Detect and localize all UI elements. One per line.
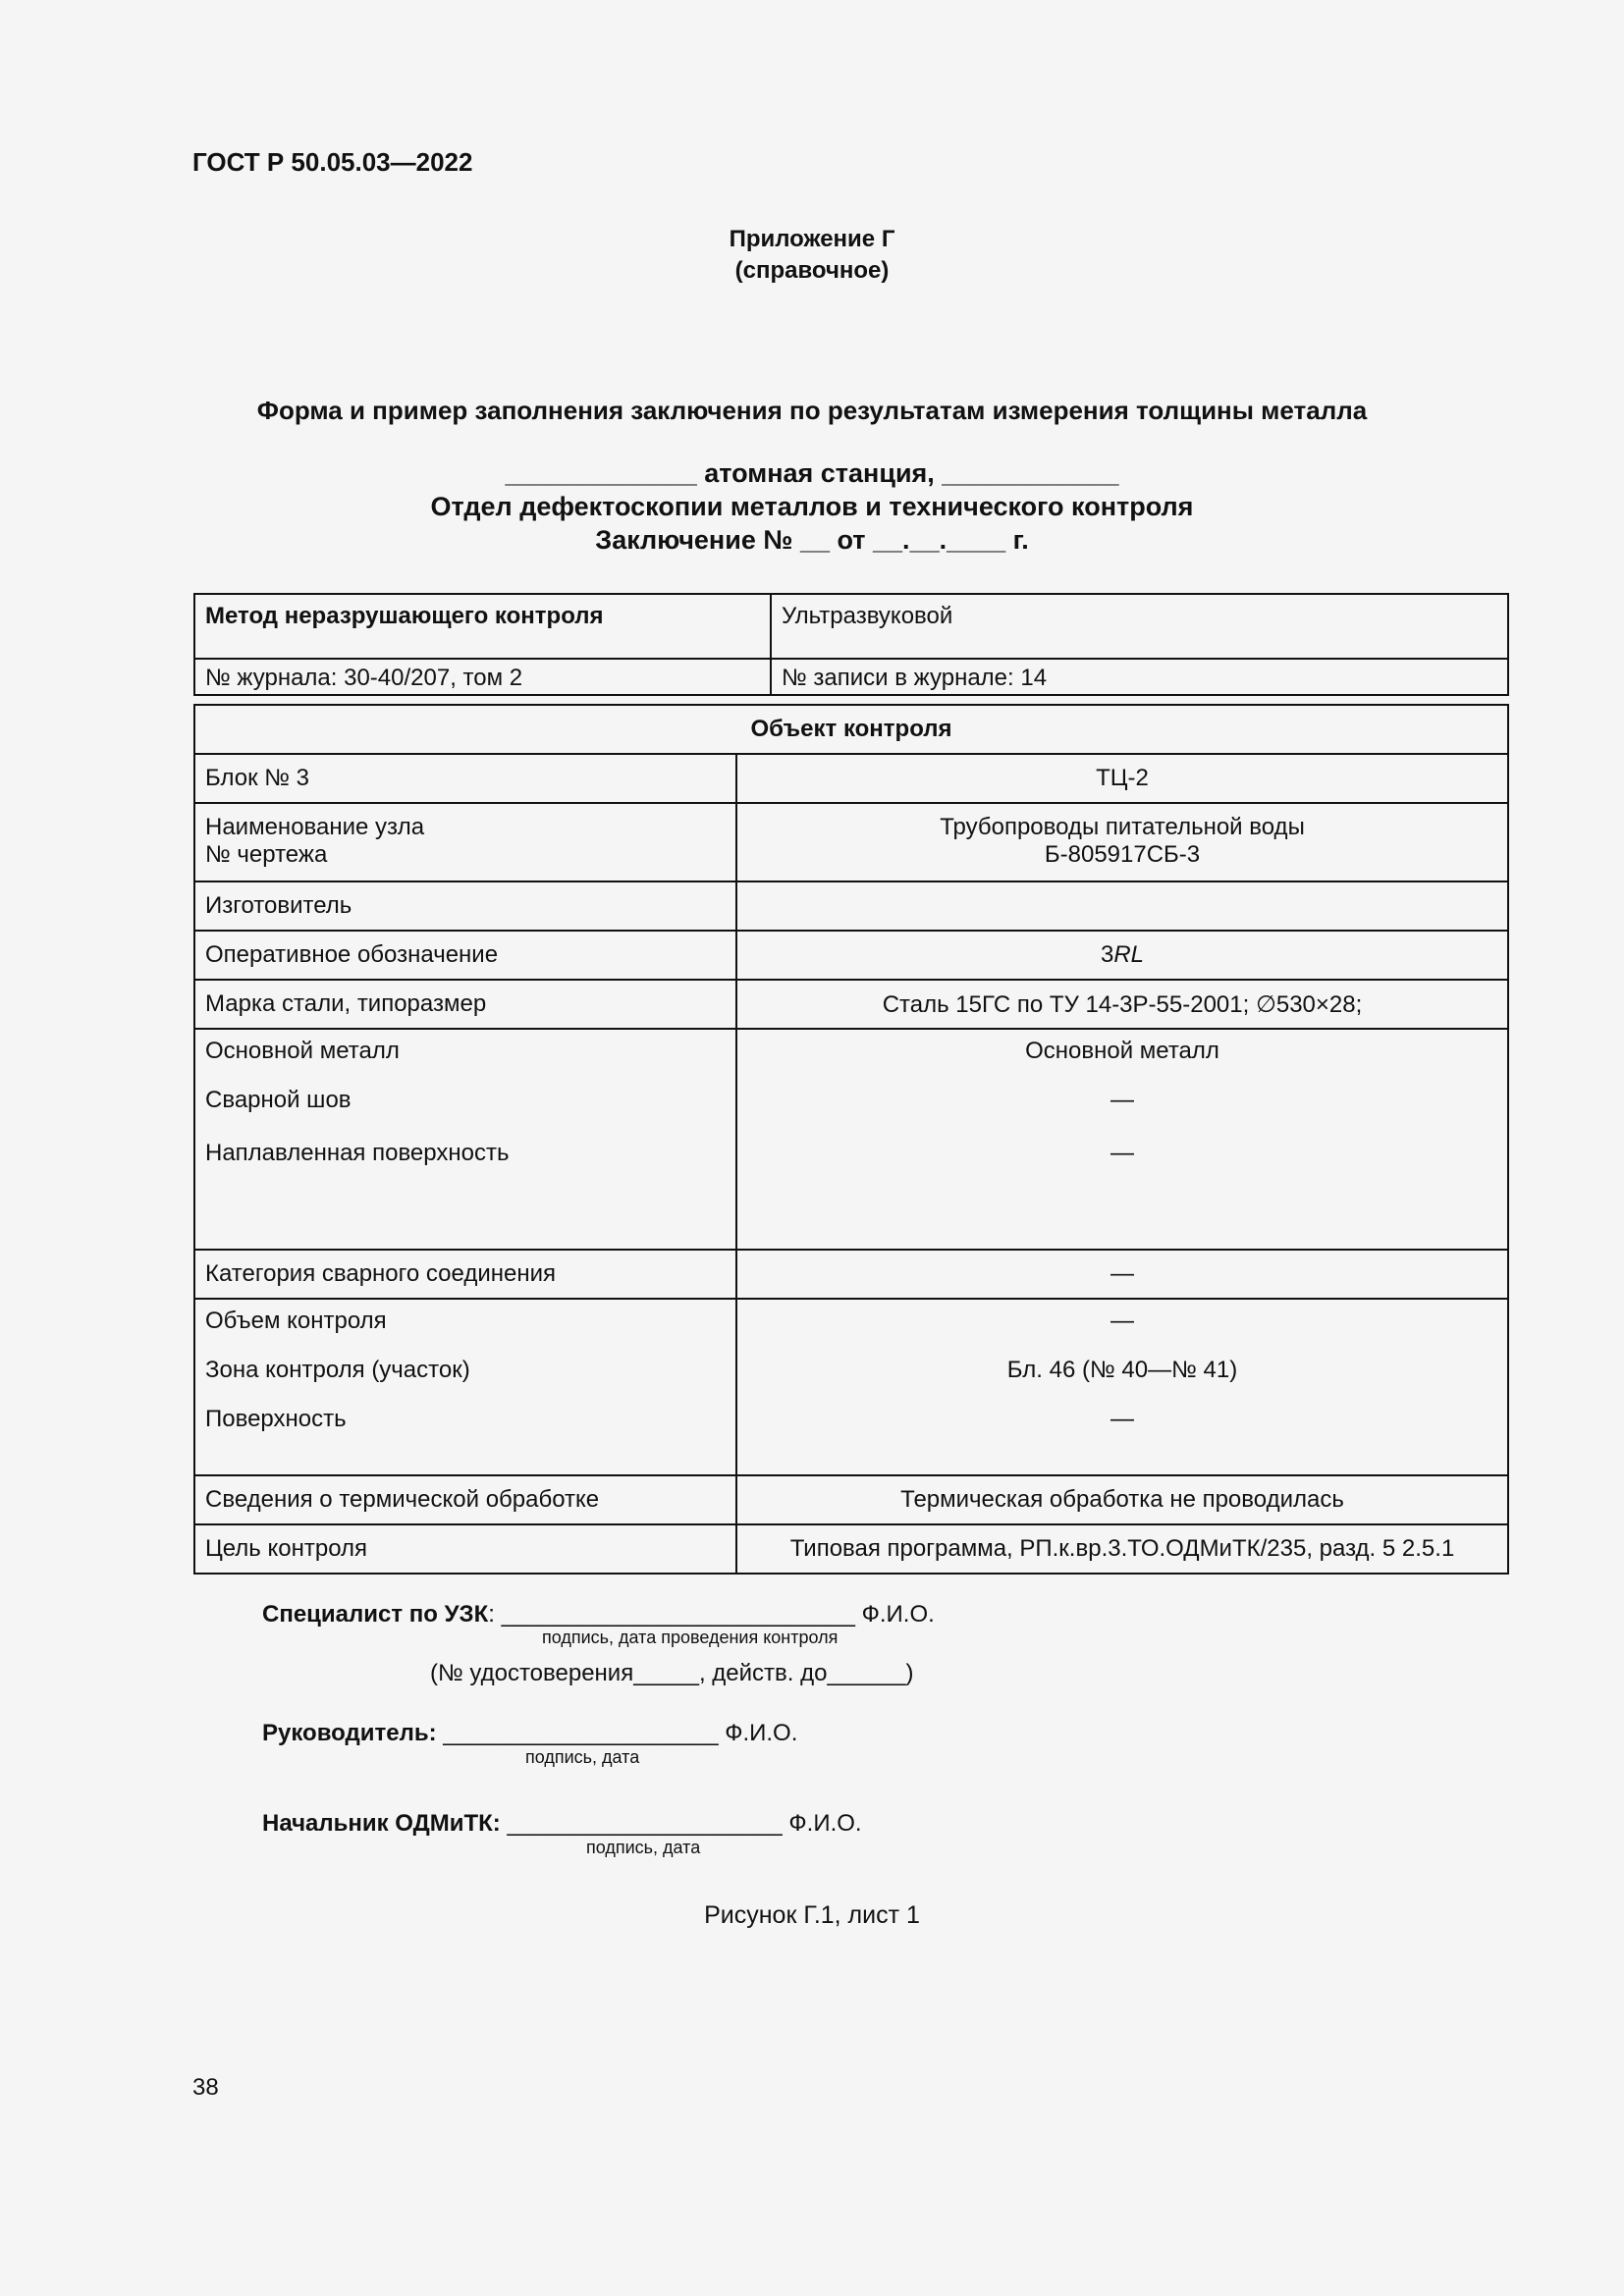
heat-label: Сведения о термической обработке: [194, 1475, 736, 1524]
control-labels-cell: [194, 1299, 736, 1475]
table-row: [194, 881, 1508, 931]
specialist-line: : ___________________________ Ф.И.О.: [488, 1601, 935, 1628]
goal-value: Типовая программа, РП.к.вр.3.ТО.ОДМиТК/235, разд. 5 2.5.1: [736, 1524, 1508, 1574]
journal-number: № журнала: 30-40/207, том 2: [194, 659, 771, 695]
chief-caption: подпись, дата: [586, 1838, 701, 1857]
goal-label: Цель контроля: [194, 1524, 736, 1574]
table-row: [194, 1250, 1508, 1299]
base-metal-label: Основной металл: [205, 1038, 400, 1064]
steel-value: Сталь 15ГС по ТУ 14-3Р-55-2001; ∅530×28;: [736, 980, 1508, 1029]
journal-row: [194, 659, 1508, 695]
manager-label: Руководитель:: [262, 1720, 437, 1746]
designation-label: Оперативное обозначение: [194, 931, 736, 980]
document-header: ГОСТ Р 50.05.03—2022: [192, 147, 473, 177]
specialist-signature-line: [262, 1601, 935, 1629]
surface-value: —: [1110, 1406, 1134, 1432]
manager-line: _____________________ Ф.И.О.: [436, 1720, 798, 1746]
volume-value: —: [1110, 1308, 1134, 1334]
department-line: Отдел дефектоскопии металлов и технического контроля: [430, 492, 1194, 521]
drawing-value: Б-805917СБ-3: [1044, 841, 1201, 868]
block-label: Блок № 3: [194, 754, 736, 803]
table-row: [194, 803, 1508, 881]
zone-label: Зона контроля (участок): [205, 1357, 470, 1383]
table-row: [194, 1475, 1508, 1524]
designation-prefix: 3: [1100, 941, 1114, 968]
object-heading-row: [194, 705, 1508, 754]
method-row: [194, 594, 1508, 659]
category-label: Категория сварного соединения: [194, 1250, 736, 1299]
manufacturer-value: [736, 881, 1508, 931]
method-value: Ультразвуковой: [771, 594, 1508, 659]
station-line: _____________ атомная станция, ____________: [505, 458, 1119, 488]
drawing-label: № чертежа: [205, 841, 328, 868]
certificate-line: (№ удостоверения_____, действ. до______): [430, 1660, 914, 1686]
surface-label: Поверхность: [205, 1406, 347, 1432]
figure-caption: Рисунок Г.1, лист 1: [704, 1901, 920, 1929]
table-row: [194, 1524, 1508, 1574]
method-label: Метод неразрушающего контроля: [194, 594, 771, 659]
specialist-caption: подпись, дата проведения контроля: [542, 1628, 839, 1647]
page-number: 38: [192, 2074, 219, 2101]
appendix-title: Приложение Г: [729, 226, 895, 252]
chief-line: _____________________ Ф.И.О.: [500, 1810, 862, 1837]
node-label-cell: [194, 803, 736, 881]
node-value-cell: [736, 803, 1508, 881]
conclusion-number-line: Заключение № __ от __.__.____ г.: [595, 525, 1029, 555]
surfaced-value: —: [1110, 1140, 1134, 1166]
chief-label: Начальник ОДМиТК:: [262, 1810, 501, 1837]
table-row: [194, 1299, 1508, 1475]
block-value: ТЦ-2: [736, 754, 1508, 803]
metal-values-cell: [736, 1029, 1508, 1250]
appendix-subtitle: (справочное): [734, 257, 890, 284]
manufacturer-label: Изготовитель: [194, 881, 736, 931]
designation-code: RL: [1113, 941, 1145, 968]
heat-value: Термическая обработка не проводилась: [736, 1475, 1508, 1524]
node-label: Наименование узла: [205, 814, 425, 840]
table-row: [194, 980, 1508, 1029]
weld-value: —: [1110, 1087, 1134, 1113]
record-number: № записи в журнале: 14: [771, 659, 1508, 695]
surfaced-label: Наплавленная поверхность: [205, 1140, 510, 1166]
table-row: [194, 931, 1508, 980]
weld-label: Сварной шов: [205, 1087, 352, 1113]
object-table: [193, 704, 1509, 1575]
table-row: [194, 754, 1508, 803]
designation-value: [736, 931, 1508, 980]
form-title: Форма и пример заполнения заключения по результатам измерения толщины металла: [256, 396, 1368, 425]
node-value: Трубопроводы питательной воды: [940, 814, 1305, 840]
base-metal-value: Основной металл: [1025, 1038, 1219, 1064]
table-row: [194, 1029, 1508, 1250]
chief-signature-line: [262, 1810, 862, 1838]
manager-signature-line: [262, 1720, 797, 1747]
metal-labels-cell: [194, 1029, 736, 1250]
category-value: —: [736, 1250, 1508, 1299]
manager-caption: подпись, дата: [525, 1747, 640, 1767]
steel-label: Марка стали, типоразмер: [194, 980, 736, 1029]
specialist-label: Специалист по УЗК: [262, 1601, 489, 1628]
zone-value: Бл. 46 (№ 40—№ 41): [1006, 1357, 1238, 1383]
volume-label: Объем контроля: [205, 1308, 387, 1334]
object-heading: Объект контроля: [194, 705, 1508, 754]
method-table: [193, 593, 1509, 696]
control-values-cell: [736, 1299, 1508, 1475]
